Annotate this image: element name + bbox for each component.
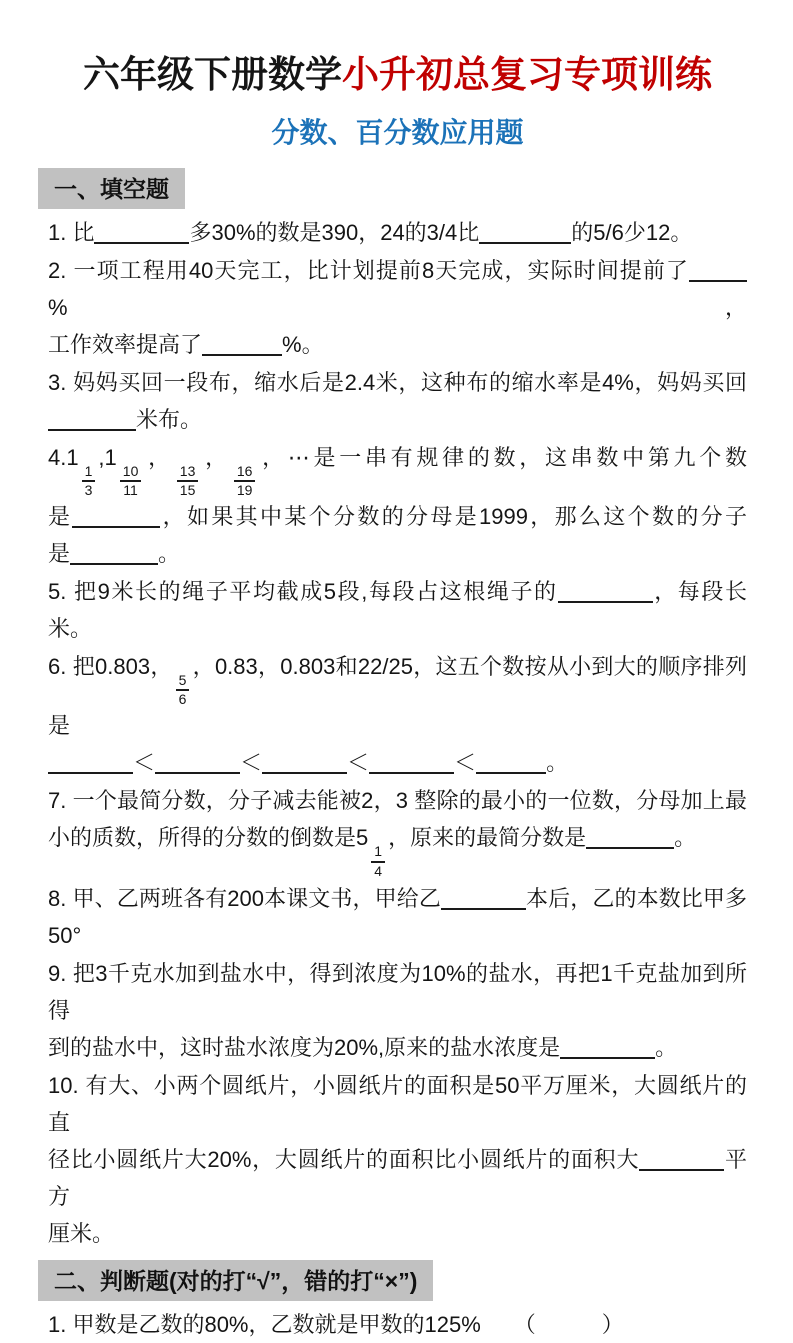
question-text: 小的质数，所得的分数的倒数是 [48,825,357,851]
question-text: , [98,445,105,470]
question-text: ＜ [347,750,370,776]
sections [48,161,747,1343]
question-text: 。 [655,1034,678,1060]
answer-blank[interactable] [441,888,526,910]
question [48,648,747,781]
fraction-denominator: 6 [178,691,187,708]
question-text: 3. 妈妈买回一段布，缩水后是2.4米，这种布的缩水率是4%，妈妈买回 [48,370,747,395]
answer-blank[interactable] [476,752,546,774]
question [48,1067,747,1252]
question-line [48,782,747,819]
question [48,1306,747,1343]
answer-blank[interactable] [202,334,282,356]
answer-blank[interactable] [639,1149,724,1171]
question-line [48,1067,747,1141]
question [48,573,747,647]
fraction-numerator: 13 [177,464,199,482]
question-text: 4. [48,445,67,470]
question-text: ， [201,445,231,470]
question-line [48,364,747,401]
question [48,214,747,251]
section-heading: 一、填空题 [38,168,185,209]
question-text: ，如果其中某个分数的分母是1999，那么这个数的分子 [160,504,747,530]
page-subtitle: 分数、百分数应用题 [271,117,524,148]
question-text: 米布。 [136,407,203,432]
question-line [48,439,747,498]
question-text: ＜ [240,750,263,776]
question-text: ，⋯是一串有规律的数，这串数中第九个数 [258,445,747,470]
title-topic-part: 小升初总复习专项训练 [342,54,712,95]
question-line [48,880,747,917]
question-text: 多30%的数是390，24的3/4比 [189,220,480,245]
question-line [48,326,747,363]
question-line [48,819,747,878]
question-line [48,1141,747,1215]
section-heading: 二、判断题(对的打“√”，错的打“×”) [38,1260,433,1301]
question [48,955,747,1066]
question-text: 米。 [48,616,93,642]
answer-blank[interactable] [586,827,674,849]
answer-blank[interactable] [48,752,133,774]
question-text: 是 [48,504,73,530]
question-text: ＜ [133,750,156,776]
answer-blank[interactable] [479,222,571,244]
fraction [371,844,385,878]
question-text: 。 [158,541,181,567]
answer-blank[interactable] [72,506,160,528]
answer-blank[interactable] [689,260,747,282]
question-line [48,917,747,954]
question-text: ＜ [454,750,477,776]
question-line [48,252,747,326]
question-text: 8. 甲、乙两班各有200本课文书，甲给乙 [48,885,441,911]
fraction-numerator: 10 [120,464,142,482]
question-line [48,955,747,1029]
question [48,439,747,572]
question-line [48,498,747,535]
question-text: 。 [546,750,569,776]
fraction-denominator: 11 [123,482,138,499]
question-text: 的5/6少12。 [571,220,693,245]
answer-blank[interactable] [155,752,240,774]
question-text: ， [144,445,174,470]
section [48,161,747,1252]
fraction-denominator: 19 [236,482,253,499]
question-text: 5. 把9米长的绳子平均截成5段,每段占这根绳子的 [48,579,558,605]
answer-blank[interactable] [48,409,136,431]
title-grade-part: 六年级下册数学 [83,54,342,95]
mixed-number-whole: 1 [66,445,79,470]
question-line [48,1215,747,1252]
fraction-denominator: 3 [84,482,93,499]
question-text: ，0.83，0.803和22/25，这五个数按从小到大的顺序排列是 [48,654,748,739]
question-text: 1. 甲数是乙数的80%，乙数就是甲数的125% （ ） [48,1311,624,1337]
question-text: %， [48,295,747,320]
question-text: 工作效率提高了 [48,332,203,357]
question-text: 50° [48,922,82,948]
fraction [120,464,142,498]
fraction [234,464,256,498]
answer-blank[interactable] [558,581,653,603]
fraction [82,464,96,498]
mixed-number-whole: 5 [356,825,369,851]
question-line [48,744,747,781]
page-title [48,44,747,98]
question-text: 6. 把0.803， [48,654,173,680]
fraction [176,673,190,707]
answer-blank[interactable] [262,752,347,774]
question-text: 平方 [48,1146,747,1209]
question-text: 。 [674,825,697,851]
question-text: 厘米。 [48,1220,115,1246]
question-text: 本后，乙的本数比甲多 [525,885,747,911]
fraction-numerator: 1 [371,844,385,862]
question-text: ，原来的最简分数是 [388,825,587,851]
question-text: 9. 把3千克水加到盐水中，得到浓度为10%的盐水，再把1千克盐加到所得 [48,960,747,1023]
question-line [48,1306,747,1343]
fraction-denominator: 15 [179,482,196,499]
question-line [48,573,747,610]
fraction-numerator: 1 [82,464,96,482]
fraction-numerator: 5 [176,673,190,691]
question-text: 是 [48,541,71,567]
answer-blank[interactable] [70,543,158,565]
mixed-number-whole: 1 [104,445,117,470]
section [48,1253,747,1343]
question-text: 2. 一项工程用40天完工，比计划提前8天完成，实际时间提前了 [48,258,689,283]
question-line [48,1029,747,1066]
fraction-denominator: 4 [374,862,383,879]
question-text: 径比小圆纸片大20%，大圆纸片的面积比小圆纸片的面积大 [48,1146,640,1172]
question-text: 10. 有大、小两个圆纸片，小圆纸片的面积是50平万厘米，大圆纸片的直 [48,1072,747,1135]
question-line [48,214,747,251]
answer-blank[interactable] [369,752,454,774]
question-text: 7. 一个最简分数，分子减去能被2，3 整除的最小的一位数，分母加上最 [48,788,747,814]
question-text: 到的盐水中，这时盐水浓度为20%,原来的盐水浓度是 [48,1034,561,1060]
question-text: ，每段长 [652,579,747,605]
fraction-numerator: 16 [234,464,256,482]
question [48,364,747,438]
question [48,782,747,878]
question-line [48,535,747,572]
answer-blank[interactable] [94,222,189,244]
question-text: 1. 比 [48,220,95,245]
question-line [48,648,747,744]
question-line [48,610,747,647]
question-text: %。 [282,332,324,357]
fraction [177,464,199,498]
answer-blank[interactable] [560,1037,655,1059]
question-line [48,401,747,438]
question [48,880,747,954]
question [48,252,747,363]
